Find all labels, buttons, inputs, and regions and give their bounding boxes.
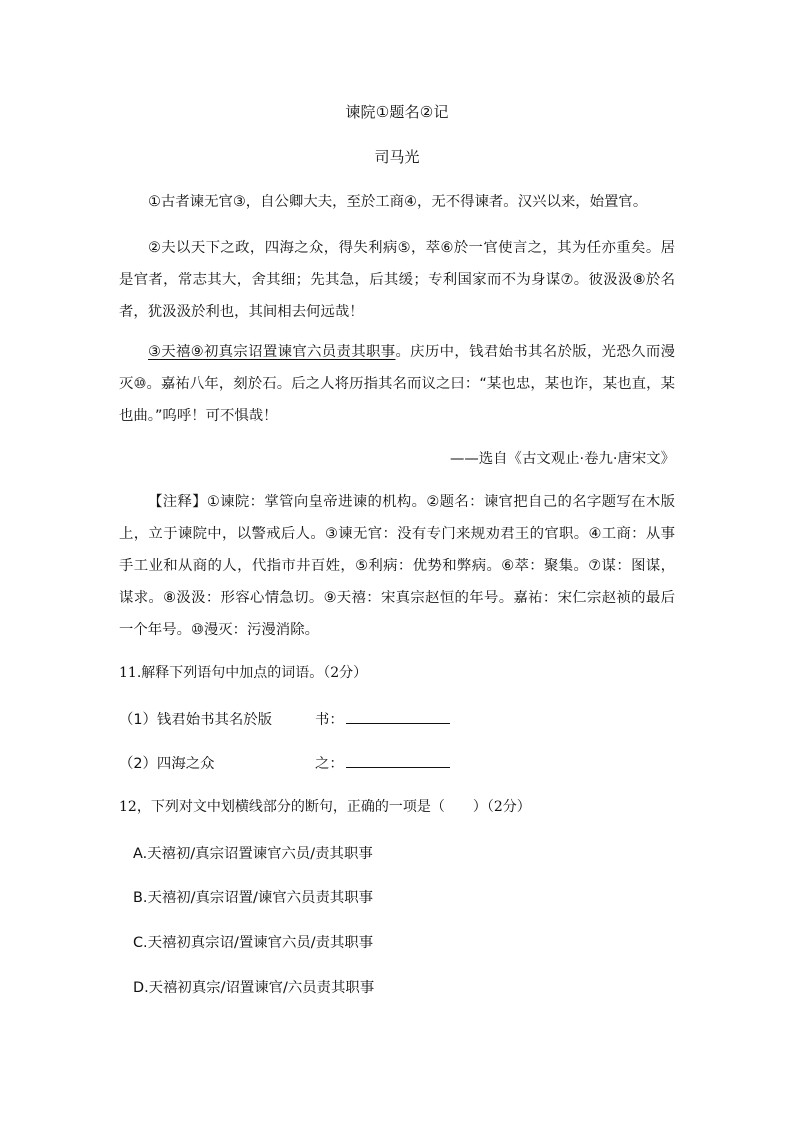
paragraph-3-rest: 。庆历中，钱君始书其名於版，光恐久而漫灭⑩。嘉祐八年，刻於石。后之人将历指其名而议之曰：“某也忠，某也诈，某也直，某也曲。”呜呼！可不惧哉！ [119,344,675,424]
answer-blank-1[interactable] [315,708,450,729]
paragraph-2: ②夫以天下之政，四海之众，得失利病⑤，萃⑥於一官使言之，其为任亦重矣。居是官者，常志其大，舍其细；先其急，后其缓；专利国家而不为身谋⑦。彼汲汲⑧於名者，犹汲汲於利也，其间相去何远哉！ [119,240,675,320]
option-c[interactable]: C.天禧初真宗诏/置谏官六员/责其职事 [133,935,374,951]
question-11-item-2: （2）四海之众 [119,756,215,772]
answer-line-1[interactable] [346,709,450,724]
option-d[interactable]: D.天禧初真宗/诏置谏官/六员责其职事 [133,980,375,996]
annotations: 【注释】①谏院：掌管向皇帝进谏的机构。②题名：谏官把自己的名字题写在木版上，立于谏院中，以警戒后人。③谏无官：没有专门来规劝君王的官职。④工商：从事手工业和从商的人，代指市井百姓，⑤利病：优势和弊病。⑥萃：聚集。⑦谋：图谋，谋求。⑧汲汲：形容心情急切。⑨天禧：宋真宗赵恒的年号。嘉祐：宋仁宗赵祯的最后一个年号。⑩漫灭：污漫消除。 [119,494,675,638]
underlined-sentence: ③天禧⑨初真宗诏置谏官六员责其职事 [148,344,396,360]
paragraph-1: ①古者谏无官③，自公卿大夫，至於工商④，无不得谏者。汉兴以来，始置官。 [148,194,648,210]
question-11-stem: 11.解释下列语句中加点的词语。（2分） [119,665,368,681]
option-b[interactable]: B.天禧初/真宗诏置/谏官六员责其职事 [133,890,374,906]
article-author: 司马光 [374,148,420,166]
answer-line-2[interactable] [346,753,450,768]
question-11-item-1: （1）钱君始书其名於版 [119,712,273,728]
option-a[interactable]: A.天禧初/真宗诏置谏官六员/责其职事 [133,846,373,862]
paragraph-3 [119,336,675,432]
answer-blank-2[interactable] [315,752,450,773]
source-citation: ——选自《古文观止·卷九·唐宋文》 [449,451,675,467]
article-title: 谏院①题名②记 [345,103,449,121]
question-12-stem: 12，下列对文中划横线部分的断句，正确的一项是（ ）（2分） [119,799,531,815]
answer-label-2: 之： [315,756,344,772]
answer-label-1: 书： [315,712,344,728]
